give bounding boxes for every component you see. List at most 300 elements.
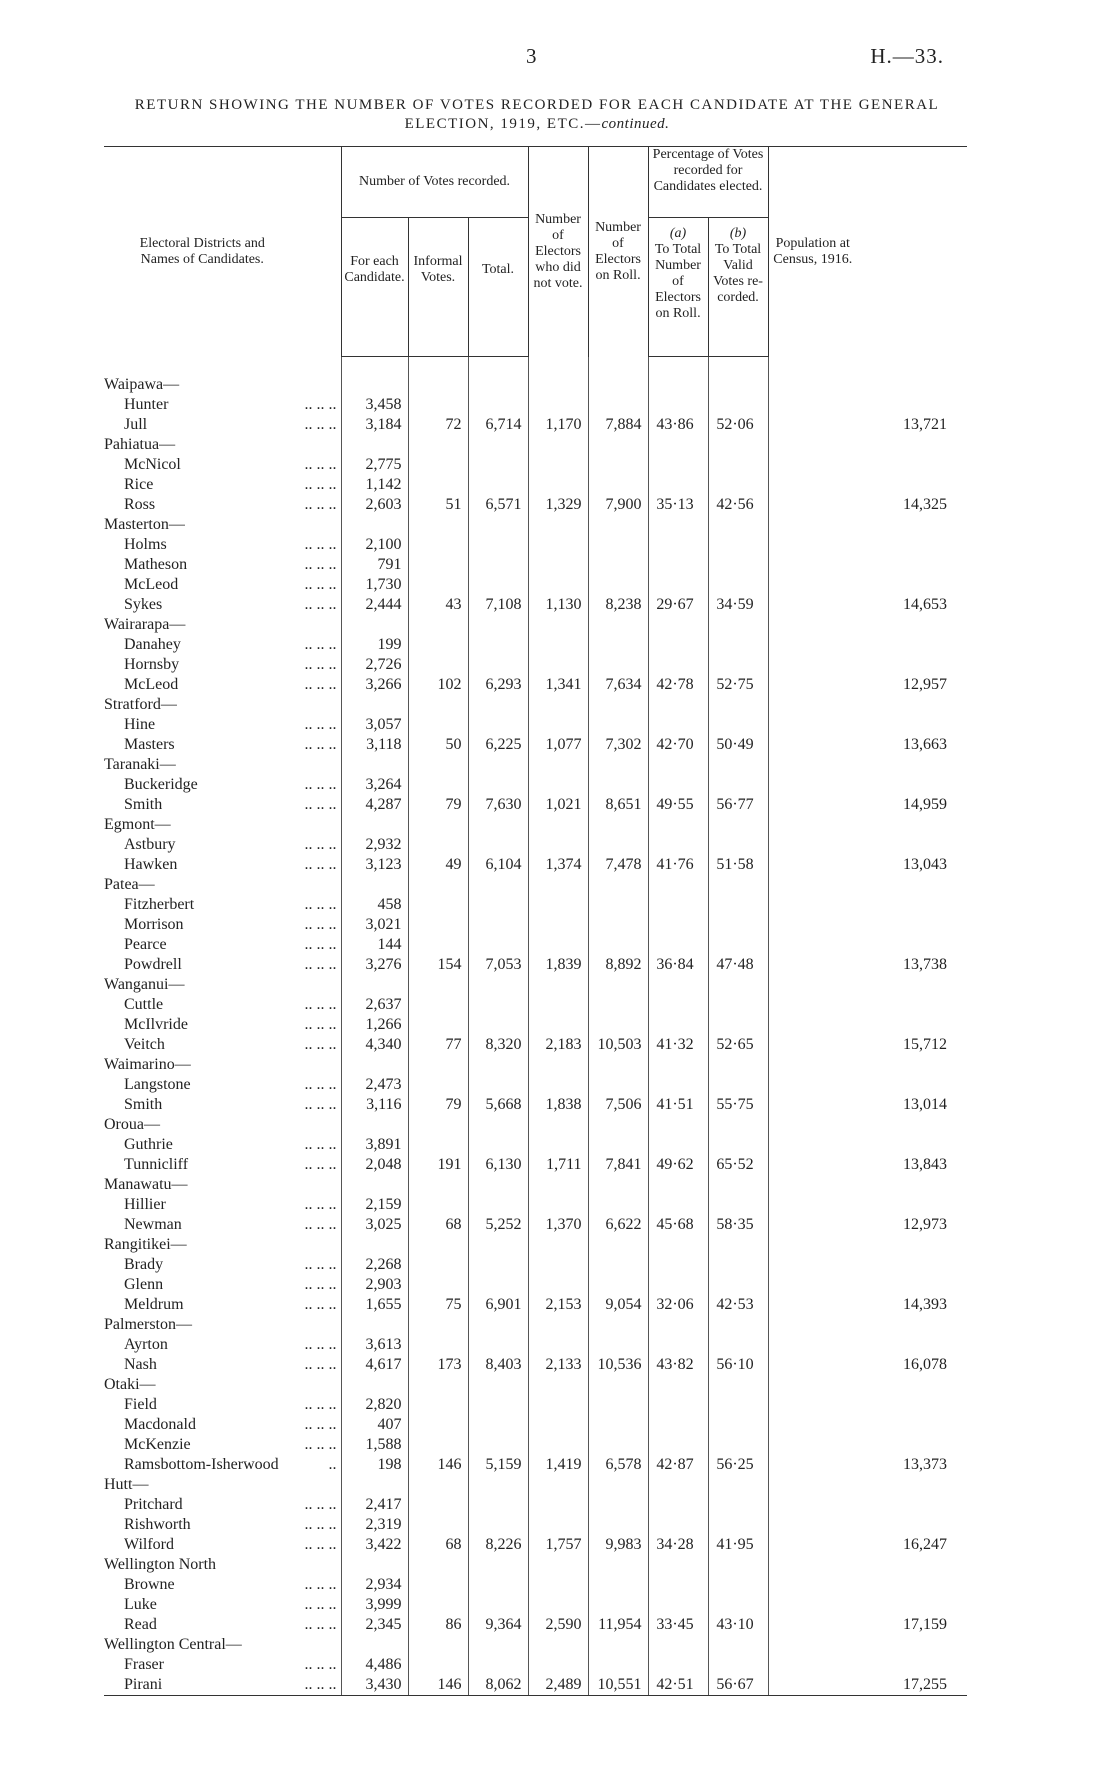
empty-cell [408,1255,468,1275]
empty-cell [408,1135,468,1155]
leader-dots: .. .. .. [304,1356,337,1373]
candidate-votes: 407 [341,1415,408,1435]
candidate-name [104,1215,341,1235]
empty-cell [468,1135,528,1155]
empty-cell [708,775,768,795]
total-votes: 8,226 [468,1535,528,1555]
empty-cell [528,1475,588,1495]
candidate-name [104,935,341,955]
empty-cell [768,1075,967,1095]
empty-cell [468,1235,528,1255]
empty-cell [468,435,528,455]
empty-cell [408,915,468,935]
empty-cell [708,875,768,895]
district-row [104,1055,967,1075]
informal-votes: 43 [408,595,468,615]
empty-cell [588,1335,648,1355]
population: 14,325 [768,495,967,515]
leader-dots: .. .. .. [304,1036,337,1053]
leader-dots: .. .. .. [304,576,337,593]
empty-cell [708,1235,768,1255]
candidate-row [104,1075,967,1095]
empty-cell [708,975,768,995]
electors-on-roll: 6,622 [588,1215,648,1235]
empty-cell [468,815,528,835]
total-votes: 6,293 [468,675,528,695]
total-votes: 9,364 [468,1615,528,1635]
candidate-row [104,1215,967,1235]
candidate-row [104,1535,967,1555]
empty-cell [408,535,468,555]
candidate-name-text: Hawken [124,856,178,873]
district-name: Wairarapa— [104,616,186,633]
empty-cell [648,1415,708,1435]
candidate-votes: 2,100 [341,535,408,555]
leader-dots: .. .. .. [304,996,337,1013]
candidate-name [104,1335,341,1355]
empty-cell [768,395,967,415]
empty-cell [708,1475,768,1495]
candidate-name-text: Rishworth [124,1516,191,1533]
empty-cell [768,1135,967,1155]
electors-on-roll: 10,536 [588,1355,648,1375]
empty-cell [648,1575,708,1595]
district-name: Taranaki— [104,756,176,773]
district-row [104,435,967,455]
empty-cell [648,755,708,775]
empty-cell [468,555,528,575]
candidate-row [104,1415,967,1435]
candidate-name [104,595,341,615]
electors-on-roll: 7,506 [588,1095,648,1115]
pct-a: 33·45 [648,1615,708,1635]
empty-cell [588,635,648,655]
candidate-row [104,475,967,495]
district-row [104,1555,967,1575]
empty-cell [708,575,768,595]
empty-cell [648,435,708,455]
pct-a: 42·87 [648,1455,708,1475]
candidate-name-text: Ross [124,496,156,513]
empty-cell [588,1575,648,1595]
empty-cell [468,1415,528,1435]
empty-cell [528,1195,588,1215]
empty-cell [468,1055,528,1075]
population: 14,393 [768,1295,967,1315]
empty-cell [648,975,708,995]
informal-votes: 79 [408,1095,468,1115]
empty-cell [708,1555,768,1575]
candidate-name [104,775,341,795]
empty-cell [588,1015,648,1035]
empty-cell [648,515,708,535]
empty-cell [648,815,708,835]
empty-cell [708,515,768,535]
population: 13,721 [768,415,967,435]
candidate-name [104,1615,341,1635]
empty-cell [768,995,967,1015]
leader-dots: .. .. .. [304,396,337,413]
empty-cell [588,1515,648,1535]
pct-a: 42·51 [648,1675,708,1696]
candidate-name-text: Langstone [124,1076,191,1093]
candidate-name-text: Smith [124,1096,163,1113]
leader-dots: .. .. .. [304,1676,337,1693]
candidate-row [104,1655,967,1675]
empty-cell [588,975,648,995]
empty-cell [528,915,588,935]
empty-cell [528,1515,588,1535]
empty-cell [588,695,648,715]
empty-cell [341,615,408,635]
empty-cell [708,1335,768,1355]
col-header-votes-group: Number of Votes recorded. [341,147,528,218]
empty-cell [528,515,588,535]
electors-on-roll: 7,634 [588,675,648,695]
candidate-row [104,675,967,695]
empty-cell [588,1275,648,1295]
electors-on-roll: 6,578 [588,1455,648,1475]
district-row [104,515,967,535]
leader-dots: .. .. .. [304,1256,337,1273]
candidate-votes: 2,268 [341,1255,408,1275]
candidate-votes: 2,637 [341,995,408,1015]
candidate-row [104,1035,967,1055]
pct-b: 52·75 [708,675,768,695]
informal-votes: 51 [408,495,468,515]
empty-cell [528,1235,588,1255]
candidate-name [104,635,341,655]
candidate-name [104,855,341,875]
population: 16,078 [768,1355,967,1375]
empty-cell [468,1575,528,1595]
empty-cell [588,1055,648,1075]
candidate-row [104,1135,967,1155]
candidate-row [104,1615,967,1635]
candidate-votes: 144 [341,935,408,955]
candidate-name [104,1095,341,1115]
empty-cell [768,375,967,395]
leader-dots: .. .. .. [304,796,337,813]
empty-cell [708,475,768,495]
empty-cell [648,1655,708,1675]
empty-cell [588,1655,648,1675]
empty-cell [468,1375,528,1395]
candidate-row [104,635,967,655]
empty-cell [768,1275,967,1295]
informal-votes: 75 [408,1295,468,1315]
empty-cell [708,1175,768,1195]
empty-cell [768,755,967,775]
candidate-votes: 3,025 [341,1215,408,1235]
candidate-name-text: Meldrum [124,1296,184,1313]
candidate-votes: 3,118 [341,735,408,755]
empty-cell [408,1555,468,1575]
candidate-name [104,1515,341,1535]
empty-cell [708,1135,768,1155]
leader-dots: .. .. .. [304,656,337,673]
leader-dots: .. .. .. [304,1396,337,1413]
leader-dots: .. .. .. [304,1596,337,1613]
empty-cell [588,775,648,795]
candidate-row [104,535,967,555]
candidate-row [104,1255,967,1275]
candidate-name [104,955,341,975]
candidate-name [104,1415,341,1435]
population: 13,373 [768,1455,967,1475]
candidate-votes: 4,287 [341,795,408,815]
leader-dots: .. .. .. [304,1416,337,1433]
col-header-for-each: For each Candidate. [341,218,408,357]
empty-cell [468,695,528,715]
empty-cell [768,695,967,715]
pct-b: 56·10 [708,1355,768,1375]
empty-cell [528,1055,588,1075]
empty-cell [341,1175,408,1195]
candidate-votes: 2,775 [341,455,408,475]
total-votes: 6,901 [468,1295,528,1315]
candidate-votes: 2,319 [341,1515,408,1535]
empty-cell [468,1475,528,1495]
population: 17,159 [768,1615,967,1635]
district-row [104,1235,967,1255]
empty-cell [588,1235,648,1255]
did-not-vote: 1,711 [528,1155,588,1175]
empty-cell [708,535,768,555]
candidate-row [104,495,967,515]
candidate-row [104,855,967,875]
empty-cell [408,895,468,915]
empty-cell [648,695,708,715]
empty-cell [468,915,528,935]
empty-cell [408,1595,468,1615]
informal-votes: 102 [408,675,468,695]
candidate-name-text: Danahey [124,636,181,653]
col-header-pct-group: Percentage of Votes recorded for Candidates elected. [648,147,768,218]
candidate-name [104,1195,341,1215]
candidate-votes: 2,934 [341,1575,408,1595]
empty-cell [528,1655,588,1675]
empty-cell [648,1135,708,1155]
informal-votes: 49 [408,855,468,875]
empty-cell [588,455,648,475]
votes-table [104,146,967,1696]
empty-cell [708,1255,768,1275]
empty-cell [408,1635,468,1655]
empty-cell [768,1395,967,1415]
empty-cell [408,1575,468,1595]
empty-cell [468,1275,528,1295]
empty-cell [768,775,967,795]
total-votes: 6,225 [468,735,528,755]
empty-cell [528,395,588,415]
empty-cell [341,1315,408,1335]
candidate-votes: 3,613 [341,1335,408,1355]
empty-cell [588,1195,648,1215]
district-row [104,695,967,715]
district-name: Patea— [104,876,155,893]
empty-cell [528,455,588,475]
district-name: Otaki— [104,1376,156,1393]
empty-cell [528,1255,588,1275]
candidate-name-text: Hine [124,716,156,733]
empty-cell [528,815,588,835]
empty-cell [768,1015,967,1035]
empty-cell [588,915,648,935]
empty-cell [588,835,648,855]
empty-cell [768,1635,967,1655]
empty-cell [648,375,708,395]
candidate-name-text: Veitch [124,1036,165,1053]
candidate-row [104,1395,967,1415]
candidate-name [104,455,341,475]
pct-b-text: To Total Valid Votes re-corded. [713,242,763,305]
candidate-name-text: Brady [124,1256,164,1273]
empty-cell [708,995,768,1015]
empty-cell [768,1375,967,1395]
empty-cell [408,1395,468,1415]
empty-cell [468,1435,528,1455]
empty-cell [648,1055,708,1075]
spacer-cell [768,357,967,376]
empty-cell [708,1375,768,1395]
empty-cell [408,575,468,595]
empty-cell [468,1555,528,1575]
empty-cell [341,1375,408,1395]
candidate-votes: 3,264 [341,775,408,795]
leader-dots: .. .. .. [304,636,337,653]
empty-cell [341,1555,408,1575]
candidate-name [104,1495,341,1515]
pct-a: 41·32 [648,1035,708,1055]
empty-cell [648,1495,708,1515]
empty-cell [588,1315,648,1335]
electors-on-roll: 8,892 [588,955,648,975]
candidate-name-text: Guthrie [124,1136,173,1153]
spacer-cell [408,357,468,376]
candidate-name [104,395,341,415]
candidate-name [104,495,341,515]
candidate-name-text: Sykes [124,596,163,613]
candidate-name-text: Field [124,1396,157,1413]
empty-cell [468,575,528,595]
pct-a: 35·13 [648,495,708,515]
candidate-name [104,655,341,675]
total-votes: 5,252 [468,1215,528,1235]
candidate-name [104,1575,341,1595]
did-not-vote: 1,130 [528,595,588,615]
leader-dots: .. .. .. [304,1496,337,1513]
pct-a: 29·67 [648,595,708,615]
district-row [104,1635,967,1655]
candidate-votes: 2,444 [341,595,408,615]
leader-dots: .. .. .. [304,1016,337,1033]
empty-cell [341,1635,408,1655]
candidate-votes: 3,458 [341,395,408,415]
leader-dots: .. .. .. [304,736,337,753]
document-code: H.—33. [870,44,944,68]
empty-cell [768,1175,967,1195]
empty-cell [588,555,648,575]
candidate-row [104,995,967,1015]
candidate-name-text: Tunnicliff [124,1156,189,1173]
candidate-name-text: McLeod [124,676,179,693]
district-name: Palmerston— [104,1316,192,1333]
empty-cell [648,615,708,635]
empty-cell [648,915,708,935]
empty-cell [468,995,528,1015]
leader-dots: .. .. .. [304,1436,337,1453]
empty-cell [648,655,708,675]
empty-cell [588,1255,648,1275]
candidate-name-text: McLeod [124,576,179,593]
candidate-name [104,675,341,695]
empty-cell [708,1495,768,1515]
electors-on-roll: 7,302 [588,735,648,755]
empty-cell [588,815,648,835]
candidate-row [104,1275,967,1295]
empty-cell [408,475,468,495]
empty-cell [468,515,528,535]
empty-cell [588,1395,648,1415]
empty-cell [648,1595,708,1615]
did-not-vote: 1,170 [528,415,588,435]
candidate-name-text: Rice [124,476,154,493]
candidate-name [104,715,341,735]
empty-cell [648,635,708,655]
leader-dots: .. [328,1456,337,1473]
empty-cell [468,1175,528,1195]
leader-dots: .. .. .. [304,556,337,573]
pct-b: 55·75 [708,1095,768,1115]
candidate-name-text: Buckeridge [124,776,198,793]
total-votes: 5,668 [468,1095,528,1115]
empty-cell [708,615,768,635]
did-not-vote: 1,341 [528,675,588,695]
candidate-name-text: Pearce [124,936,167,953]
pct-a: 41·76 [648,855,708,875]
empty-cell [588,475,648,495]
empty-cell [528,1395,588,1415]
candidate-name [104,555,341,575]
empty-cell [768,555,967,575]
electors-on-roll: 8,651 [588,795,648,815]
empty-cell [528,1595,588,1615]
candidate-name [104,1675,341,1696]
empty-cell [588,995,648,1015]
empty-cell [468,1195,528,1215]
leader-dots: .. .. .. [304,476,337,493]
empty-cell [768,815,967,835]
informal-votes: 146 [408,1455,468,1475]
col-header-pct-a [648,218,708,357]
empty-cell [588,1375,648,1395]
electors-on-roll: 11,954 [588,1615,648,1635]
empty-cell [588,1415,648,1435]
empty-cell [768,1235,967,1255]
empty-cell [588,875,648,895]
empty-cell [648,575,708,595]
empty-cell [708,1575,768,1595]
candidate-row [104,1455,967,1475]
candidate-row [104,575,967,595]
empty-cell [588,1495,648,1515]
empty-cell [408,1115,468,1135]
empty-cell [468,1595,528,1615]
candidate-name-text: Matheson [124,556,188,573]
table-body [104,357,967,1696]
empty-cell [408,1175,468,1195]
